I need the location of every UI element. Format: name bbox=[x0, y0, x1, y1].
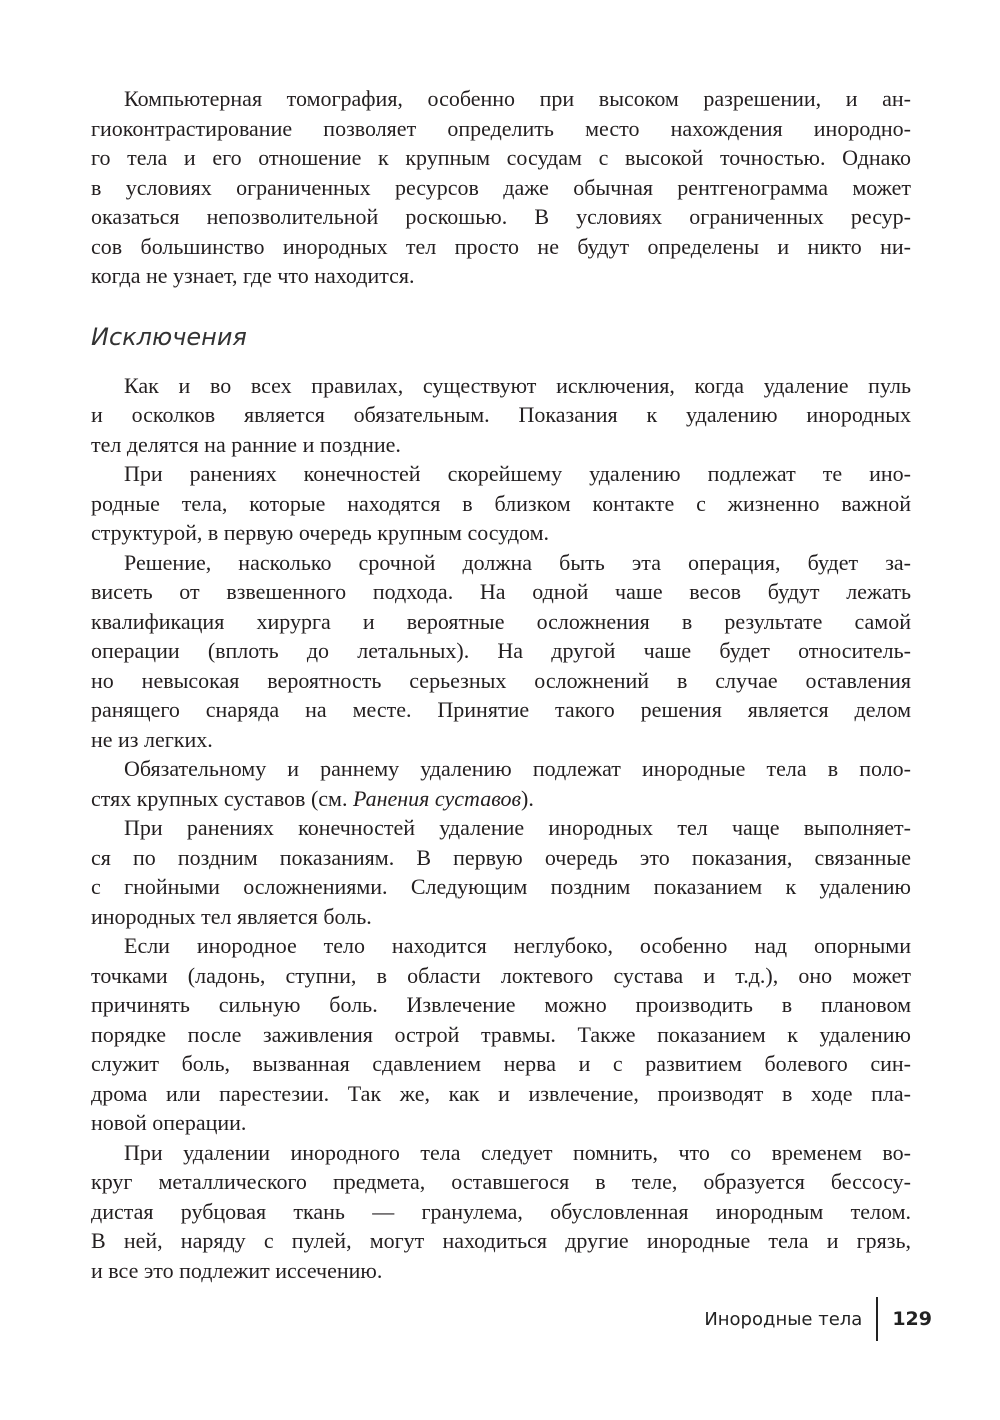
text-line: При ранениях конечностей скорейшему удалению подлежат те ино- bbox=[124, 461, 911, 486]
running-footer-title: Инородные тела bbox=[704, 1308, 863, 1330]
text-line: круг металлического предмета, оставшегося в теле, образуется бессосу- bbox=[91, 1169, 911, 1194]
paragraph bbox=[91, 813, 911, 931]
text-line: причинять сильную боль. Извлечение можно производить в плановом bbox=[91, 992, 911, 1017]
text-line: сов большинство инородных тел просто не будут определены и никто ни- bbox=[91, 233, 911, 259]
text-run: стях крупных суставов (см. bbox=[91, 785, 353, 811]
paragraph bbox=[91, 371, 911, 460]
text-line: При удалении инородного тела следует помнить, что со временем во- bbox=[124, 1139, 911, 1165]
text-line: тел делятся на ранние и поздние. bbox=[91, 431, 401, 457]
text-line: гиоконтрастирование позволяет определить место нахождения инородно- bbox=[91, 115, 911, 141]
text-line: не из легких. bbox=[91, 726, 213, 752]
text-line: висеть от взвешенного подхода. На одной чаше весов будут лежать bbox=[91, 579, 911, 604]
text-line: когда не узнает, где что находится. bbox=[91, 263, 415, 288]
text-line: порядке после заживления острой травмы. Также показанием к удалению bbox=[91, 1021, 911, 1047]
text-line: но невысокая вероятность серьезных осложнений в случае оставления bbox=[91, 667, 911, 693]
text-line: ся по поздним показаниям. В первую очередь это показания, связанные bbox=[91, 844, 911, 870]
text-line: ранящего снаряда на месте. Принятие такого решения является делом bbox=[91, 697, 911, 722]
text-line: дрома или парестезии. Так же, как и извлечение, производят в ходе пла- bbox=[91, 1080, 911, 1106]
paragraph bbox=[91, 931, 911, 1138]
text-line bbox=[91, 784, 911, 814]
text-line: оказаться непозволительной роскошью. В условиях ограниченных ресур- bbox=[91, 204, 911, 229]
text-line: в условиях ограниченных ресурсов даже обычная рентгенограмма может bbox=[91, 174, 911, 200]
page-footer bbox=[704, 1297, 932, 1341]
text-line: структурой, в первую очередь крупным сосудом. bbox=[91, 520, 550, 545]
text-line: инородных тел является боль. bbox=[91, 903, 372, 929]
paragraph bbox=[91, 548, 911, 755]
text-line: Обязательному и раннему удалению подлежат инородные тела в поло- bbox=[124, 756, 911, 781]
text-line: операции (вплоть до летальных). На другой чаше будет относитель- bbox=[91, 638, 911, 663]
section-heading: Исключения bbox=[91, 322, 247, 351]
text-line: родные тела, которые находятся в близком контакте с жизненно важной bbox=[91, 490, 911, 516]
text-line: Решение, насколько срочной должна быть эта операция, будет за- bbox=[124, 549, 911, 575]
text-line: с гнойными осложнениями. Следующим поздним показанием к удалению bbox=[91, 874, 911, 899]
text-line: дистая рубцовая ткань — гранулема, обусловленная инородным телом. bbox=[91, 1198, 911, 1224]
text-line: служит боль, вызванная сдавлением нерва и с развитием болевого син- bbox=[91, 1051, 911, 1076]
text-line: При ранениях конечностей удаление инородных тел чаще выполняет- bbox=[124, 815, 911, 840]
paragraph bbox=[91, 84, 911, 291]
footer-divider bbox=[876, 1297, 878, 1341]
paragraph bbox=[91, 1138, 911, 1286]
text-line: и все это подлежит иссечению. bbox=[91, 1257, 383, 1283]
paragraph bbox=[91, 459, 911, 548]
text-line: Если инородное тело находится неглубоко, особенно над опорными bbox=[124, 933, 911, 958]
page-body bbox=[91, 84, 911, 1285]
text-line: Компьютерная томография, особенно при высоком разрешении, и ан- bbox=[124, 86, 911, 111]
page-number: 129 bbox=[892, 1308, 932, 1330]
text-line: и осколков является обязательным. Показания к удалению инородных bbox=[91, 402, 911, 427]
cross-reference: Ранения суставов bbox=[352, 785, 521, 811]
text-line: В ней, наряду с пулей, могут находиться другие инородные тела и грязь, bbox=[91, 1228, 911, 1253]
text-line: квалификация хирурга и вероятные осложнения в результате самой bbox=[91, 608, 911, 634]
paragraph bbox=[91, 754, 911, 813]
text-run: ). bbox=[521, 785, 534, 811]
text-line: новой операции. bbox=[91, 1110, 247, 1135]
text-line: го тела и его отношение к крупным сосудам с высокой точностью. Однако bbox=[91, 145, 911, 170]
text-line: Как и во всех правилах, существуют исключения, когда удаление пуль bbox=[124, 372, 911, 398]
text-line: точками (ладонь, ступни, в области локтевого сустава и т.д.), оно может bbox=[91, 962, 911, 988]
